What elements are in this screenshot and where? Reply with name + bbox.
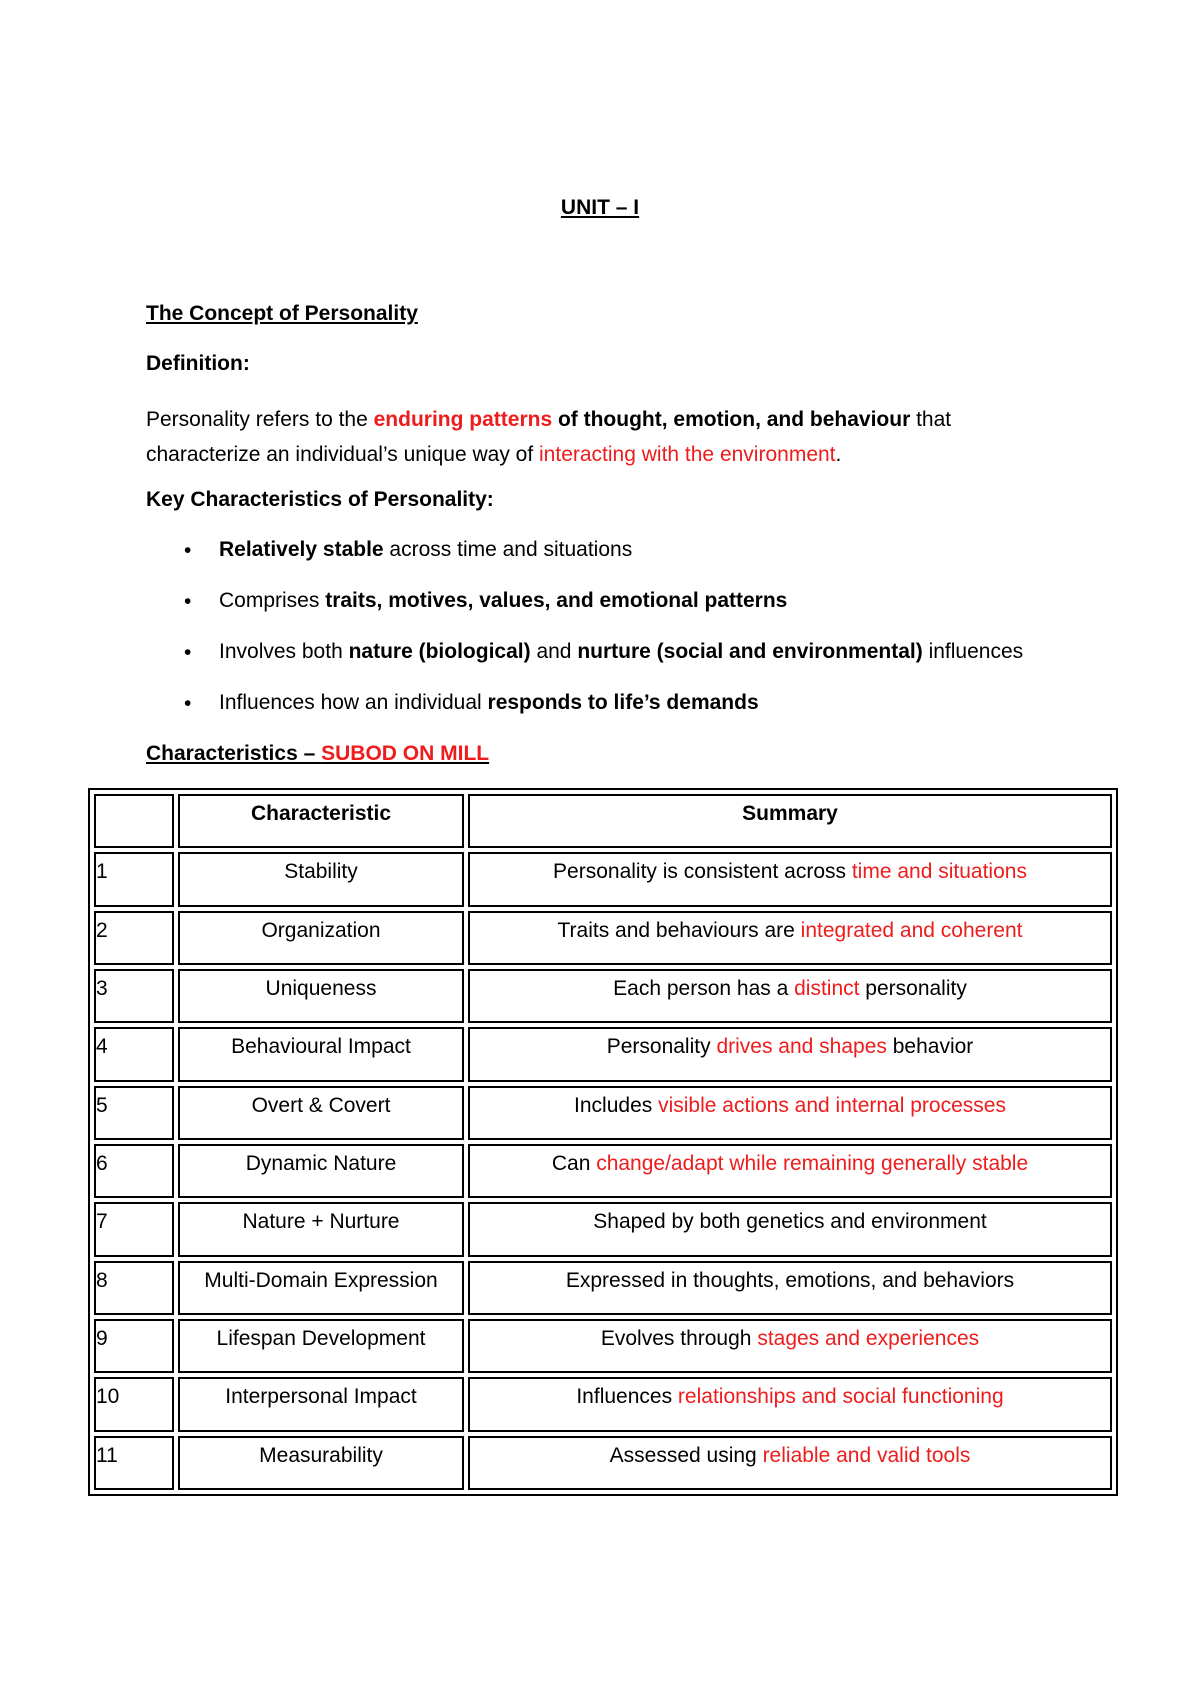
summary-text: behavior [886,1035,974,1059]
table-row [94,1436,1112,1490]
characteristic-cell: Measurability [178,1436,464,1490]
row-number: 1 [94,852,174,906]
summary-highlight: time and situations [851,860,1027,884]
summary-highlight: visible actions and internal processes [658,1093,1006,1117]
def-part: that characterize an individual’s unique way of [146,408,952,466]
table-row [94,911,1112,965]
characteristic-cell: Overt & Covert [178,1086,464,1140]
summary-cell [468,1086,1112,1140]
characteristics-table [88,788,1118,1496]
summary-text: Evolves through [600,1326,758,1350]
characteristic-cell: Multi-Domain Expression [178,1261,464,1315]
bullet-text: traits, motives, values, and emotional patterns [325,589,788,612]
summary-cell [468,1261,1112,1315]
bullet-text: Comprises [219,589,326,612]
table-row [94,969,1112,1023]
summary-highlight: change/adapt while remaining generally stable [596,1151,1029,1175]
bullet-icon: • [184,590,192,613]
summary-highlight: distinct [794,976,860,1000]
row-number: 3 [94,969,174,1023]
table-row [94,1086,1112,1140]
characteristic-cell: Interpersonal Impact [178,1377,464,1431]
bullet-text: nurture (social and environmental) [577,640,923,663]
bullet-text: responds to life’s demands [487,691,759,714]
header-cell-summary: Summary [468,794,1112,848]
summary-text: Can [551,1151,597,1175]
row-number: 4 [94,1027,174,1081]
definition-label: Definition: [146,352,250,375]
characteristic-cell: Lifespan Development [178,1319,464,1373]
summary-text: Personality is consistent across [553,860,852,884]
row-number: 5 [94,1086,174,1140]
summary-text: Includes [574,1093,659,1117]
row-number: 2 [94,911,174,965]
header-cell-characteristic: Characteristic [178,794,464,848]
bullet-text: Relatively stable [219,538,384,561]
bullet-text: across time and situations [383,538,633,561]
summary-text: Traits and behaviours are [557,918,801,942]
bullet-icon: • [184,692,192,715]
list-item [146,691,1023,742]
def-highlight: enduring patterns [373,408,553,431]
characteristic-cell: Uniqueness [178,969,464,1023]
summary-cell [468,969,1112,1023]
definition-text [146,402,1046,472]
key-characteristics-label: Key Characteristics of Personality: [146,488,494,511]
bullet-text: nature (biological) [348,640,531,663]
bullet-text: and [530,640,578,663]
characteristics-acronym: SUBOD ON MILL [321,742,490,765]
characteristic-cell: Dynamic Nature [178,1144,464,1198]
bullet-text: Influences how an individual [219,691,488,714]
characteristic-cell: Nature + Nurture [178,1202,464,1256]
table-row [94,852,1112,906]
characteristic-cell: Organization [178,911,464,965]
characteristics-heading [146,742,489,766]
concept-title: The Concept of Personality [146,302,418,325]
row-number: 10 [94,1377,174,1431]
summary-highlight: drives and shapes [716,1035,887,1059]
summary-cell [468,1436,1112,1490]
bullet-icon: • [184,539,192,562]
characteristic-cell: Behavioural Impact [178,1027,464,1081]
def-part: Personality refers to the [146,408,374,431]
table-row [94,1377,1112,1431]
summary-cell [468,1319,1112,1373]
summary-text: Personality [606,1035,717,1059]
bullet-text: influences [922,640,1024,663]
table-row [94,1027,1112,1081]
list-item [146,589,1023,640]
row-number: 11 [94,1436,174,1490]
table-row [94,1144,1112,1198]
def-part: . [835,443,842,466]
summary-highlight: stages and experiences [757,1326,980,1350]
row-number: 9 [94,1319,174,1373]
summary-text: Assessed using [609,1443,763,1467]
header-cell-number [94,794,174,848]
table-row [94,1202,1112,1256]
summary-cell [468,1377,1112,1431]
summary-text: personality [859,976,967,1000]
summary-highlight: relationships and social functioning [677,1385,1004,1409]
table-row [94,1261,1112,1315]
list-item [146,640,1023,691]
characteristic-cell: Stability [178,852,464,906]
summary-text: Shaped by both genetics and environment [593,1210,987,1234]
summary-cell [468,852,1112,906]
summary-highlight: integrated and coherent [800,918,1023,942]
table-header-row [94,794,1112,848]
bullet-icon: • [184,641,192,664]
summary-cell [468,1202,1112,1256]
def-highlight: interacting with the environment [539,443,836,466]
summary-cell [468,1027,1112,1081]
summary-cell [468,1144,1112,1198]
def-part: of thought, emotion, and behaviour [552,408,911,431]
unit-title: UNIT – I [560,196,640,219]
row-number: 6 [94,1144,174,1198]
characteristics-label: Characteristics – [146,742,322,765]
row-number: 7 [94,1202,174,1256]
bullet-text: Involves both [219,640,349,663]
summary-highlight: reliable and valid tools [762,1443,971,1467]
summary-text: Each person has a [613,976,795,1000]
summary-text: Expressed in thoughts, emotions, and behaviors [565,1268,1015,1292]
table-row [94,1319,1112,1373]
row-number: 8 [94,1261,174,1315]
summary-cell [468,911,1112,965]
list-item [146,538,1023,589]
key-characteristics-list [146,538,1023,742]
summary-text: Influences [576,1385,678,1409]
